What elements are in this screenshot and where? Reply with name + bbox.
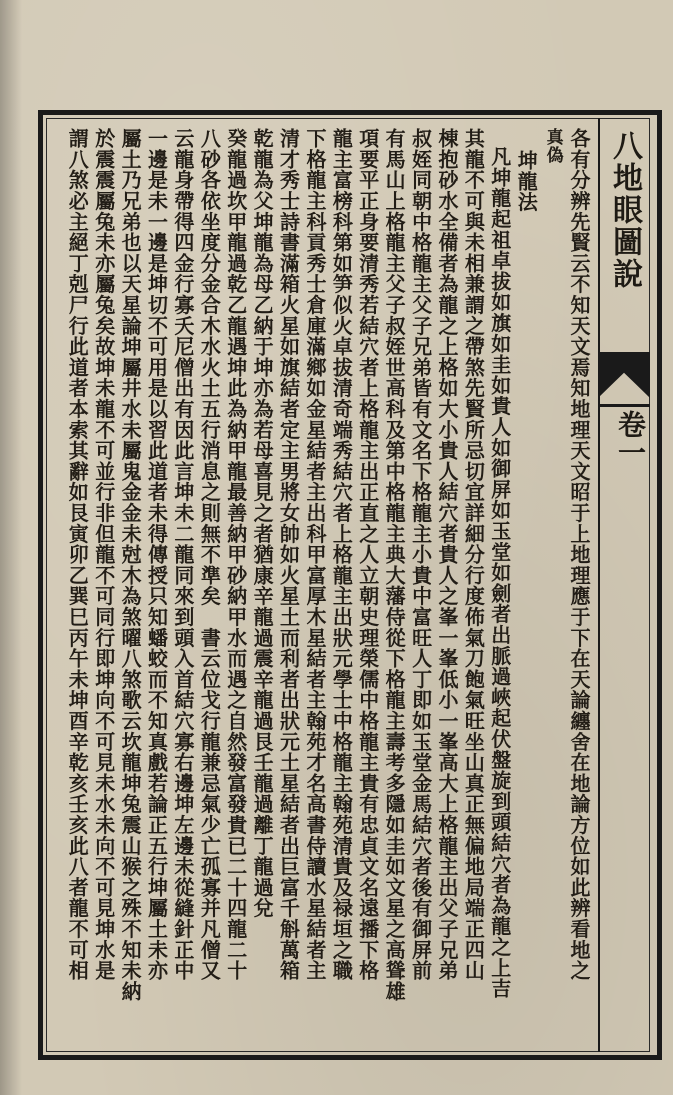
margin-book-title: 八地眼圖說 — [607, 130, 642, 290]
text-column: 乾龍為父坤龍為母乙納于坤亦為若母喜見之者猶康辛龍過震辛龍過艮壬龍過離丁龍過兌 — [250, 128, 275, 919]
text-column: 謂八煞必主絕丁剋尸行此道者本索其辭如艮寅卯乙巽巳丙午未坤酉辛乾亥壬亥此八者龍不可相 — [65, 128, 90, 981]
text-column: 云龍身帶得四金行寡夭尼僧出有因此言坤未二龍同來到頭入首結穴寡右邊坤左邊未從縫針正中 — [170, 128, 195, 981]
text-column: 一邊是未一邊是坤切不可用是以習此道者未得傳授只知蟠蛟而不知真戲若論正五行坤屬土未亦 — [144, 128, 169, 981]
text-column: 於震震屬兔未亦屬兔矣故坤未龍不可並行非但龍不可同行即坤向不可見未水未向不可見坤水是 — [91, 128, 116, 981]
text-column: 其龍不可與未相兼謂之帶煞先賢所忌切宜詳細分行度佈氣刀飽氣旺坐山真正無偏地局端正四山 — [461, 128, 486, 981]
text-column: 棟抱砂水全備者為龍之上格如大小貴人結穴者貴人之峯一峯低小一峯高大上格龍主出父子兄弟 — [434, 128, 459, 981]
text-column: 各有分辨先賢云不知天文焉知地理天文昭于上地理應于下在天論纏舍在地論方位如此辨看地之 — [567, 128, 591, 981]
text-column: 龍主富榜科第如笋似火卓拔清奇端秀結穴者上格龍主出狀元學士中格龍主翰苑清貴及禄垣之職 — [329, 128, 354, 981]
text-column: 癸龍過坎甲龍過乾乙龍遇坤此為納甲龍最善納甲砂納甲水而遇之自然發富發貴已二十四龍二十 — [223, 128, 248, 981]
fishtail-rule — [598, 404, 650, 407]
text-column: 清才秀士詩書滿箱火星如旗結者定主男將女帥如火星土而利者出狀元土星結者出巨富千斛萬箱 — [276, 128, 301, 981]
text-column: 真偽 — [542, 128, 563, 164]
text-column: 八砂各依坐度分金合木水火土五行消息之則無不準矣 書云位戈行龍兼忌氣少亡孤寡并凡僧又 — [197, 128, 222, 981]
section-heading: 坤龍法 — [514, 150, 539, 213]
margin-volume-label: 卷一 — [614, 410, 647, 466]
text-column: 項要平正身要清秀若結穴者上格龍主出正直之人立朝史理榮儒中格龍主貴有忠貞文名遠播下格 — [355, 128, 380, 981]
text-column: 凡坤龍起祖卓拔如旗如圭如貴人如御屏如玉堂如劍者出脈過峽起伏盤旋到頭結穴者為龍之上吉 — [487, 146, 512, 999]
binding-shadow — [0, 0, 22, 1095]
text-column: 屬土乃兄弟也以天星論坤屬井水未屬鬼金金未尅木為煞曜八煞歌云坎龍坤兔震山猴之殊不知未納 — [118, 128, 143, 1002]
text-column: 下格龍主科貢秀士倉庫滿鄉如金星結者主出科甲富厚木星結者主翰苑才名高書侍讀水星結者主 — [302, 128, 327, 981]
text-column: 有馬山上格龍主父子叔姪世高科及第中格龍主典大藩侍從下格龍主壽考多隱如圭如文星之高聳雄 — [382, 128, 407, 1002]
text-column: 叔姪同朝中格龍主父子兄弟皆有文名下格龍主小貴中富旺人丁即如玉堂金馬結穴者後有御屏前 — [408, 128, 433, 981]
main-text — [56, 128, 592, 1042]
